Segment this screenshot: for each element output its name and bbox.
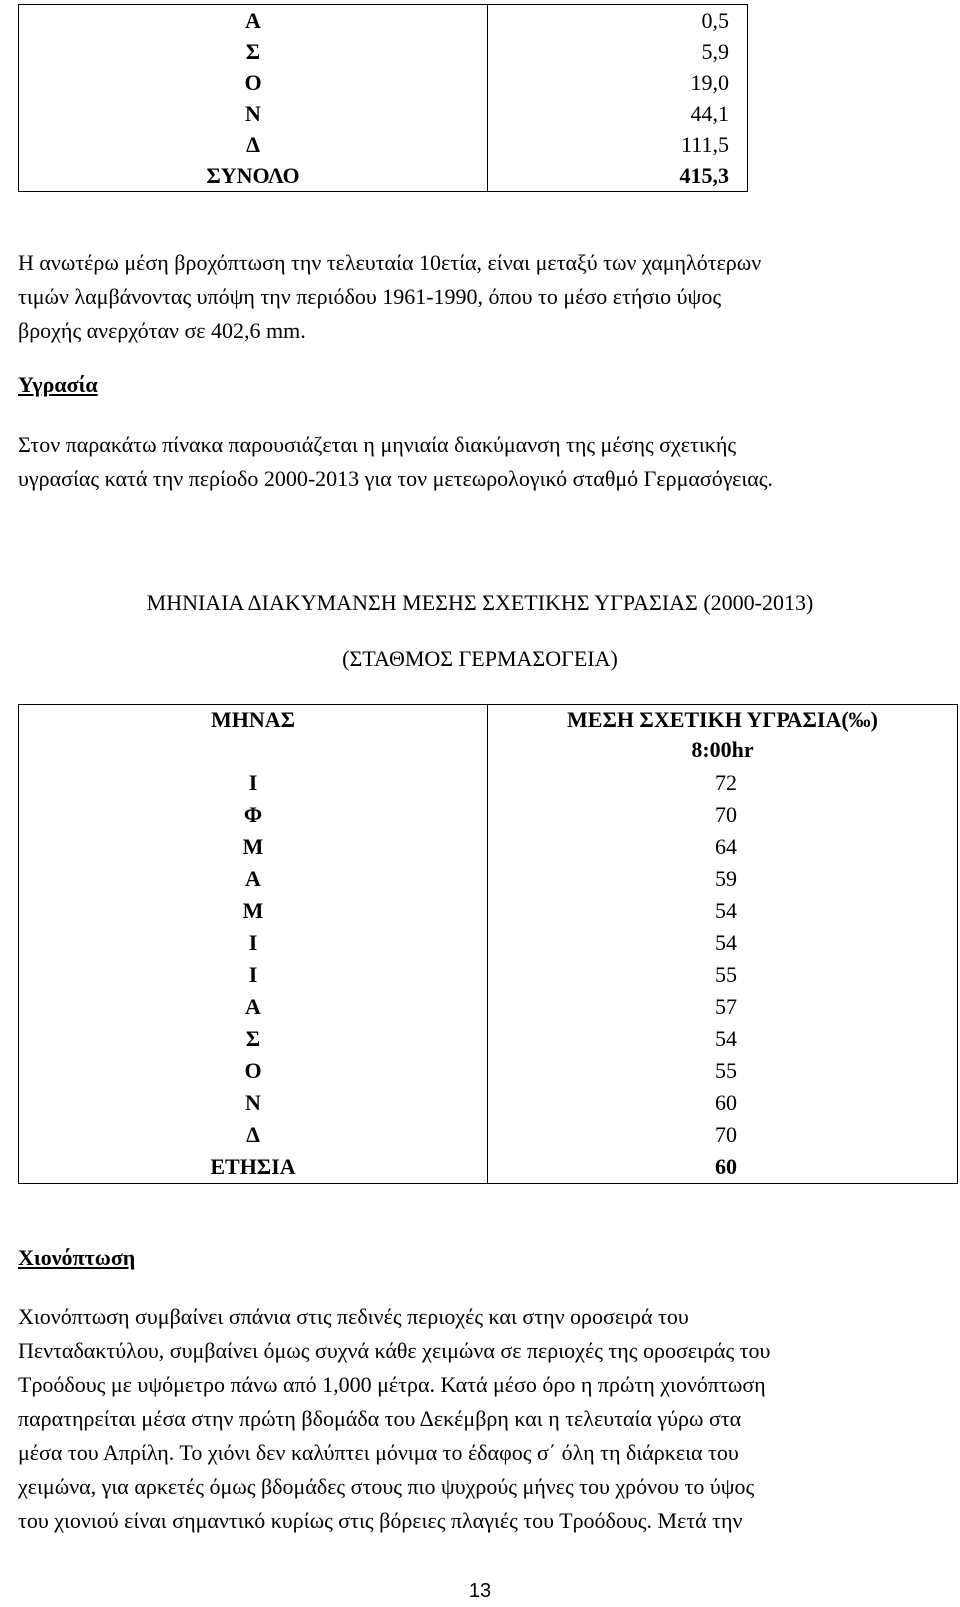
month-cell: Α [19, 5, 488, 37]
column-header-line: 8:00hr [691, 737, 754, 762]
rainfall-paragraph [18, 246, 933, 348]
paragraph-line: τιμών λαμβάνοντας υπόψη την περιόδου 1961-1990, όπου το μέσο ετήσιο ύψος [18, 284, 722, 309]
value-cell: 70 [715, 1122, 737, 1147]
month-cell: Α [19, 863, 488, 895]
total-label: ΣΥΝΟΛΟ [19, 160, 488, 192]
month-cell: Ι [19, 927, 488, 959]
month-cell: Μ [19, 895, 488, 927]
value-cell: 54 [715, 898, 737, 923]
table-row [19, 1119, 958, 1151]
humidity-table [18, 704, 958, 1184]
snow-heading: Χιονόπτωση [18, 1245, 136, 1270]
paragraph-line: Χιονόπτωση συμβαίνει σπάνια στις πεδινές περιοχές και στην οροσειρά του [18, 1304, 689, 1329]
value-cell: 44,1 [690, 101, 729, 126]
page-number: 13 [468, 1580, 492, 1602]
paragraph-line: χειμώνα, για αρκετές όμως βδομάδες στους πιο ψυχρούς μήνες του χρόνου το ύψος [18, 1474, 755, 1499]
column-header-month: ΜΗΝΑΣ [19, 705, 488, 768]
value-cell: 59 [715, 866, 737, 891]
table-row [19, 959, 958, 991]
value-cell: 54 [715, 930, 737, 955]
value-cell: 5,9 [701, 39, 729, 64]
humidity-heading: Υγρασία [18, 372, 98, 397]
month-cell: Σ [19, 36, 488, 67]
paragraph-line: Η ανωτέρω μέση βροχόπτωση την τελευταία 10ετία, είναι μεταξύ των χαμηλότερων [18, 250, 762, 275]
paragraph-line: του χιονιού είναι σημαντικό κυρίως στις βόρειες πλαγιές του Τροόδους. Μετά την [18, 1508, 743, 1533]
humidity-table-title: ΜΗΝΙΑΙΑ ΔΙΑΚΥΜΑΝΣΗ ΜΕΣΗΣ ΣΧΕΤΙΚΗΣ ΥΓΡΑΣΙΑΣ (2000-2013) [146, 590, 814, 615]
total-row [19, 160, 748, 192]
value-cell: 60 [715, 1090, 737, 1115]
paragraph-line: παρατηρείται μέσα στην πρώτη βδομάδα του Δεκέμβρη και η τελευταία γύρω στα [18, 1406, 742, 1431]
table-row [19, 1087, 958, 1119]
humidity-paragraph [18, 428, 933, 496]
month-cell: Α [19, 991, 488, 1023]
value-cell: 19,0 [690, 70, 729, 95]
value-cell: 0,5 [701, 8, 729, 33]
total-value: 415,3 [679, 163, 729, 188]
month-cell: Φ [19, 799, 488, 831]
month-cell: Ι [19, 767, 488, 799]
annual-row [19, 1151, 958, 1184]
table-row [19, 991, 958, 1023]
value-cell: 55 [715, 962, 737, 987]
month-cell: Σ [19, 1023, 488, 1055]
paragraph-line: υγρασίας κατά την περίοδο 2000-2013 για τον μετεωρολογικό σταθμό Γερμασόγειας. [18, 466, 774, 491]
annual-value: 60 [715, 1154, 737, 1179]
month-cell: Μ [19, 831, 488, 863]
paragraph-line: Στον παρακάτω πίνακα παρουσιάζεται η μηνιαία διακύμανση της μέσης σχετικής [18, 432, 737, 457]
table-row [19, 799, 958, 831]
humidity-table-subtitle: (ΣΤΑΘΜΟΣ ΓΕΡΜΑΣΟΓΕΙΑ) [342, 646, 618, 671]
column-header-humidity [488, 705, 958, 768]
month-cell: Ο [19, 67, 488, 98]
table-row [19, 863, 958, 895]
value-cell: 57 [715, 994, 737, 1019]
value-cell: 54 [715, 1026, 737, 1051]
month-cell: Ν [19, 1087, 488, 1119]
rainfall-table [18, 4, 748, 192]
paragraph-line: βροχής ανερχόταν σε 402,6 mm. [18, 318, 306, 343]
column-header-line: ΜΕΣΗ ΣΧΕΤΙΚΗ ΥΓΡΑΣΙΑ(‰) [567, 707, 878, 732]
table-row [19, 98, 748, 129]
table-row [19, 129, 748, 160]
annual-label: ΕΤΗΣΙΑ [19, 1151, 488, 1184]
table-header-row [19, 705, 958, 768]
paragraph-line: Τροόδους με υψόμετρο πάνω από 1,000 μέτρα. Κατά μέσο όρο η πρώτη χιονόπτωση [18, 1372, 766, 1397]
table-row [19, 36, 748, 67]
value-cell: 72 [715, 770, 737, 795]
paragraph-line: Πενταδακτύλου, συμβαίνει όμως συχνά κάθε χειμώνα σε περιοχές της οροσειράς του [18, 1338, 771, 1363]
snow-paragraph [18, 1300, 933, 1538]
value-cell: 70 [715, 802, 737, 827]
table-row [19, 67, 748, 98]
table-row [19, 1055, 958, 1087]
table-row [19, 831, 958, 863]
table-row [19, 927, 958, 959]
month-cell: Ο [19, 1055, 488, 1087]
month-cell: Ν [19, 98, 488, 129]
table-row [19, 767, 958, 799]
month-cell: Δ [19, 1119, 488, 1151]
month-cell: Δ [19, 129, 488, 160]
paragraph-line: μέσα του Απρίλη. Το χιόνι δεν καλύπτει μόνιμα το έδαφος σ΄ όλη τη διάρκεια του [18, 1440, 739, 1465]
month-cell: Ι [19, 959, 488, 991]
table-row [19, 5, 748, 37]
value-cell: 64 [715, 834, 737, 859]
table-row [19, 895, 958, 927]
value-cell: 111,5 [681, 132, 729, 157]
value-cell: 55 [715, 1058, 737, 1083]
table-row [19, 1023, 958, 1055]
